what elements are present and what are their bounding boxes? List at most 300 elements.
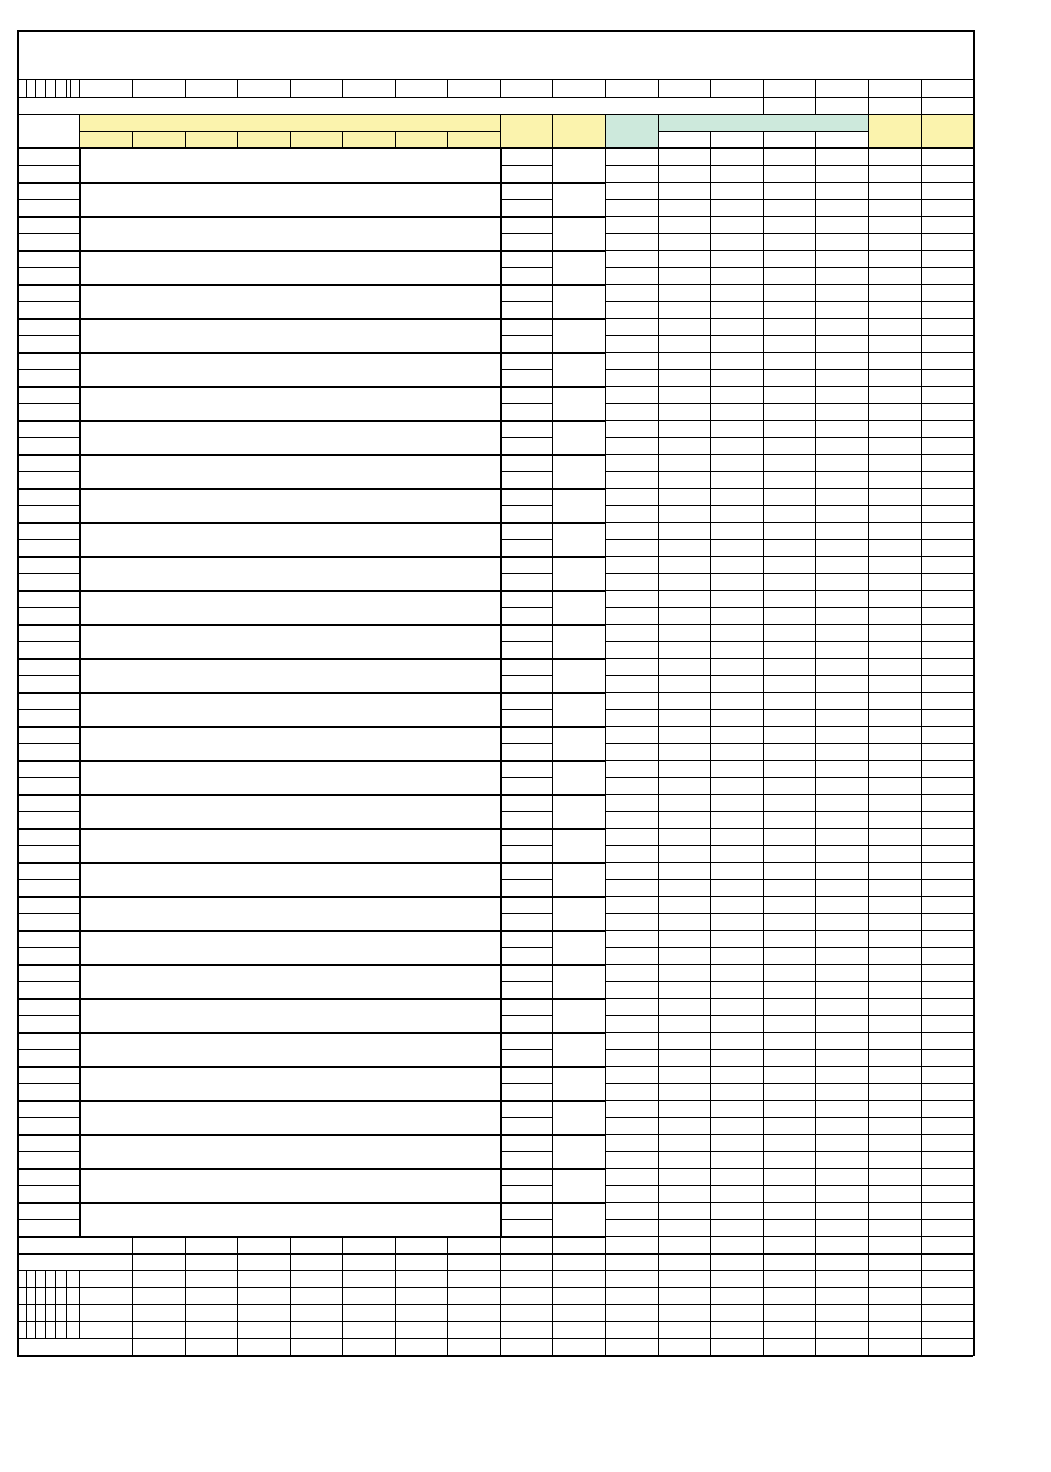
body-col-line — [763, 147, 764, 1236]
description-cell[interactable] — [80, 591, 500, 624]
row-line — [605, 1083, 973, 1084]
body-col-line — [868, 147, 869, 1236]
row-line — [500, 199, 552, 200]
block-line — [605, 182, 973, 183]
row-index-cell[interactable] — [18, 234, 79, 250]
row-line — [500, 301, 552, 302]
row-index-cell[interactable] — [18, 540, 79, 556]
row-index-cell[interactable] — [18, 1084, 79, 1100]
row-line — [605, 947, 973, 948]
header-col-line — [132, 80, 133, 97]
header-col-line — [290, 80, 291, 97]
row-index-cell[interactable] — [18, 999, 79, 1015]
checkbox-divider — [55, 1304, 56, 1321]
header-cell-green — [606, 115, 658, 147]
description-cell[interactable] — [80, 285, 500, 318]
checkbox-divider — [35, 1321, 36, 1338]
header-group-green — [659, 115, 868, 131]
row-line — [500, 573, 552, 574]
row-line — [605, 199, 973, 200]
row-index-cell[interactable] — [18, 1203, 79, 1219]
row-line — [605, 573, 973, 574]
row-index-cell[interactable] — [18, 931, 79, 947]
footer-row-line — [17, 1287, 973, 1288]
block-line — [605, 1134, 973, 1135]
row-index-cell[interactable] — [18, 489, 79, 505]
checkbox-divider — [26, 1270, 27, 1287]
row-line — [500, 539, 552, 540]
checkbox-divider — [26, 1304, 27, 1321]
header-subcell-yellow — [448, 131, 500, 147]
description-cell[interactable] — [80, 251, 500, 284]
row-index-cell[interactable] — [18, 863, 79, 879]
row-line — [500, 845, 552, 846]
row-index-cell[interactable] — [18, 523, 79, 539]
row-index-cell[interactable] — [18, 778, 79, 794]
row-index-cell[interactable] — [18, 829, 79, 845]
header-subcell-yellow — [343, 131, 395, 147]
row-line — [500, 981, 552, 982]
footer-col-line — [342, 1236, 343, 1355]
header-col-line — [763, 80, 764, 97]
description-cell[interactable] — [80, 999, 500, 1032]
body-col-line — [710, 147, 711, 1236]
row-index-cell[interactable] — [18, 948, 79, 964]
row-index-cell[interactable] — [18, 200, 79, 216]
header-subcell-yellow — [291, 131, 342, 147]
header-col-line — [921, 97, 922, 114]
row-line — [500, 879, 552, 880]
header-col-line — [815, 131, 816, 147]
row-line — [500, 641, 552, 642]
row-line — [605, 845, 973, 846]
row-index-cell[interactable] — [18, 506, 79, 522]
row-line — [605, 777, 973, 778]
row-index-cell[interactable] — [18, 642, 79, 658]
block-line — [605, 590, 973, 591]
checkbox-divider — [79, 1304, 80, 1321]
block-line — [605, 1202, 973, 1203]
row-line — [500, 913, 552, 914]
checkbox-divider — [66, 1304, 67, 1321]
row-line — [605, 981, 973, 982]
block-line — [605, 726, 973, 727]
header-col-line — [605, 114, 606, 147]
header-col-line — [290, 131, 291, 147]
description-cell[interactable] — [80, 489, 500, 522]
row-index-cell[interactable] — [18, 268, 79, 284]
header-cell-yellow — [869, 115, 921, 147]
header-col-line — [815, 80, 816, 97]
row-line — [605, 607, 973, 608]
block-line — [605, 760, 973, 761]
body-col-line — [79, 147, 81, 1236]
row-line — [605, 675, 973, 676]
footer-col-line — [763, 1236, 764, 1355]
footer-col-line — [868, 1236, 869, 1355]
row-index-cell[interactable] — [18, 880, 79, 896]
header-col-line — [763, 97, 764, 114]
row-line — [605, 437, 973, 438]
row-index-cell[interactable] — [18, 438, 79, 454]
body-col-line — [921, 147, 922, 1236]
header-col-line — [500, 80, 501, 97]
description-cell[interactable] — [80, 319, 500, 352]
block-line — [605, 216, 973, 217]
checkbox-divider — [55, 1287, 56, 1304]
header-col-line — [185, 80, 186, 97]
header-row2-line — [17, 114, 973, 115]
header-col-line — [395, 131, 396, 147]
block-line — [605, 284, 973, 285]
row-index-cell[interactable] — [18, 676, 79, 692]
header-cell-yellow — [922, 115, 973, 147]
body-col-line — [605, 147, 606, 1236]
row-index-cell[interactable] — [18, 625, 79, 641]
footer-col-line — [500, 1236, 501, 1355]
row-index-cell[interactable] — [18, 1016, 79, 1032]
row-index-cell[interactable] — [18, 319, 79, 335]
row-line — [500, 811, 552, 812]
description-cell[interactable] — [80, 1203, 500, 1236]
row-index-cell[interactable] — [18, 693, 79, 709]
header-col-line — [552, 114, 553, 147]
header-col-line — [710, 80, 711, 97]
row-line — [605, 641, 973, 642]
checkbox-divider — [26, 1287, 27, 1304]
description-cell[interactable] — [80, 761, 500, 794]
row-index-cell[interactable] — [18, 574, 79, 590]
block-line — [605, 522, 973, 523]
header-col-line — [185, 131, 186, 147]
row-index-cell[interactable] — [18, 370, 79, 386]
checkbox-divider — [55, 80, 56, 97]
header-col-line — [342, 131, 343, 147]
row-index-cell[interactable] — [18, 149, 79, 165]
description-cell[interactable] — [80, 387, 500, 420]
description-cell[interactable] — [80, 1067, 500, 1100]
row-line — [605, 1117, 973, 1118]
block-line — [605, 1236, 973, 1237]
header-subcell-yellow — [80, 131, 132, 147]
header-group-yellow — [80, 115, 500, 131]
row-index-cell[interactable] — [18, 1033, 79, 1049]
row-index-cell[interactable] — [18, 761, 79, 777]
block-line — [605, 998, 973, 999]
header-subcell-yellow — [186, 131, 237, 147]
checkbox-divider — [45, 1287, 46, 1304]
checkbox-divider — [35, 1304, 36, 1321]
row-index-cell[interactable] — [18, 812, 79, 828]
row-line — [605, 709, 973, 710]
row-index-cell[interactable] — [18, 982, 79, 998]
block-line — [605, 828, 973, 829]
row-line — [605, 1015, 973, 1016]
block-line — [605, 250, 973, 251]
footer-col-line — [447, 1236, 448, 1355]
description-cell[interactable] — [80, 897, 500, 930]
row-line — [500, 777, 552, 778]
row-line — [605, 1151, 973, 1152]
block-line — [605, 862, 973, 863]
description-cell[interactable] — [80, 1169, 500, 1202]
row-index-cell[interactable] — [18, 387, 79, 403]
row-index-cell[interactable] — [18, 1067, 79, 1083]
row-index-cell[interactable] — [18, 1152, 79, 1168]
description-cell[interactable] — [80, 727, 500, 760]
row-line — [500, 403, 552, 404]
block-line — [605, 1032, 973, 1033]
description-cell[interactable] — [80, 659, 500, 692]
checkbox-divider — [45, 1321, 46, 1338]
row-line — [500, 607, 552, 608]
row-index-cell[interactable] — [18, 166, 79, 182]
block-line — [605, 624, 973, 625]
row-line — [605, 743, 973, 744]
header-subcell-yellow — [238, 131, 290, 147]
block-line — [605, 488, 973, 489]
row-index-cell[interactable] — [18, 183, 79, 199]
header-cell-yellow — [553, 115, 605, 147]
row-line — [500, 947, 552, 948]
description-cell[interactable] — [80, 829, 500, 862]
row-line — [605, 1049, 973, 1050]
header-col-line — [447, 131, 448, 147]
row-index-cell[interactable] — [18, 336, 79, 352]
row-index-cell[interactable] — [18, 251, 79, 267]
header-cell-yellow — [501, 115, 552, 147]
checkbox-divider — [55, 1270, 56, 1287]
row-index-cell[interactable] — [18, 1050, 79, 1066]
footer-col-line — [185, 1236, 186, 1355]
footer-row-line — [17, 1253, 973, 1255]
description-cell[interactable] — [80, 149, 500, 182]
description-cell[interactable] — [80, 183, 500, 216]
footer-col-line — [658, 1236, 659, 1355]
checkbox-divider — [45, 1304, 46, 1321]
row-index-cell[interactable] — [18, 472, 79, 488]
header-col-line — [710, 131, 711, 147]
row-index-cell[interactable] — [18, 965, 79, 981]
description-cell[interactable] — [80, 557, 500, 590]
block-line — [605, 1100, 973, 1101]
body-col-line — [500, 147, 502, 1236]
description-cell[interactable] — [80, 523, 500, 556]
checkbox-divider — [35, 80, 36, 97]
row-index-cell[interactable] — [18, 795, 79, 811]
header-col-line — [921, 80, 922, 97]
row-index-cell[interactable] — [18, 1135, 79, 1151]
row-index-cell[interactable] — [18, 353, 79, 369]
footer-col-line — [132, 1236, 133, 1355]
row-index-cell[interactable] — [18, 744, 79, 760]
row-line — [500, 505, 552, 506]
checkbox-divider — [35, 1270, 36, 1287]
checkbox-divider — [55, 1321, 56, 1338]
checkbox-divider — [79, 1270, 80, 1287]
checkbox-divider — [26, 1321, 27, 1338]
block-line — [605, 318, 973, 319]
footer-col-line — [605, 1236, 606, 1355]
row-line — [605, 879, 973, 880]
row-index-cell[interactable] — [18, 1118, 79, 1134]
row-line — [500, 471, 552, 472]
row-index-cell[interactable] — [18, 1186, 79, 1202]
description-cell[interactable] — [80, 353, 500, 386]
row-index-cell[interactable] — [18, 608, 79, 624]
row-line — [500, 267, 552, 268]
row-line — [605, 913, 973, 914]
row-line — [500, 233, 552, 234]
footer-row-line — [17, 1321, 973, 1322]
row-index-cell[interactable] — [18, 591, 79, 607]
checkbox-divider — [35, 1287, 36, 1304]
row-index-cell[interactable] — [18, 1101, 79, 1117]
row-line — [605, 165, 973, 166]
header-row1-line — [17, 97, 973, 98]
header-col-line — [552, 80, 553, 97]
row-index-cell[interactable] — [18, 1169, 79, 1185]
row-line — [605, 505, 973, 506]
header-col-line — [815, 97, 816, 114]
body-col-line — [815, 147, 816, 1236]
block-line — [605, 930, 973, 931]
row-line — [605, 369, 973, 370]
checkbox-divider — [66, 1287, 67, 1304]
row-index-cell[interactable] — [18, 897, 79, 913]
row-line — [500, 437, 552, 438]
block-line — [605, 794, 973, 795]
row-line — [500, 1219, 552, 1220]
checkbox-divider — [45, 1270, 46, 1287]
header-col-line — [658, 114, 659, 147]
row-line — [605, 301, 973, 302]
row-line — [605, 267, 973, 268]
row-index-cell[interactable] — [18, 1220, 79, 1236]
checkbox-divider — [70, 80, 71, 97]
header-col-line — [921, 114, 922, 147]
block-line — [605, 454, 973, 455]
row-index-cell[interactable] — [18, 421, 79, 437]
row-line — [500, 335, 552, 336]
block-line — [605, 352, 973, 353]
footer-col-line — [552, 1236, 553, 1355]
row-line — [605, 471, 973, 472]
footer-col-line — [395, 1236, 396, 1355]
row-line — [605, 233, 973, 234]
checkbox-divider — [79, 1287, 80, 1304]
header-col-line — [658, 80, 659, 97]
header-col-line — [342, 80, 343, 97]
footer-col-line — [815, 1236, 816, 1355]
row-line — [500, 1185, 552, 1186]
header-col-line — [237, 80, 238, 97]
footer-col-line — [710, 1236, 711, 1355]
checkbox-divider — [66, 1321, 67, 1338]
footer-row-line — [17, 1270, 973, 1271]
header-col-line — [763, 131, 764, 147]
row-line — [605, 539, 973, 540]
row-line — [605, 335, 973, 336]
row-line — [500, 1083, 552, 1084]
row-index-cell[interactable] — [18, 404, 79, 420]
row-index-cell[interactable] — [18, 302, 79, 318]
header-col-line — [868, 80, 869, 97]
row-index-cell[interactable] — [18, 727, 79, 743]
row-line — [605, 1219, 973, 1220]
block-line — [605, 1168, 973, 1169]
row-line — [500, 1049, 552, 1050]
description-cell[interactable] — [80, 455, 500, 488]
description-cell[interactable] — [80, 965, 500, 998]
description-cell[interactable] — [80, 863, 500, 896]
frame-right — [973, 30, 975, 1356]
footer-col-line — [290, 1236, 291, 1355]
row-line — [500, 675, 552, 676]
block-line — [605, 556, 973, 557]
description-cell[interactable] — [80, 795, 500, 828]
header-col-line — [868, 97, 869, 114]
description-cell[interactable] — [80, 217, 500, 250]
frame-top — [17, 30, 973, 32]
footer-col-line — [237, 1236, 238, 1355]
description-cell[interactable] — [80, 625, 500, 658]
header-subcell-yellow — [133, 131, 185, 147]
row-index-cell[interactable] — [18, 914, 79, 930]
checkbox-divider — [66, 1270, 67, 1287]
title-bottom-line — [17, 79, 973, 80]
row-line — [605, 403, 973, 404]
description-cell[interactable] — [80, 1135, 500, 1168]
row-index-cell[interactable] — [18, 455, 79, 471]
row-line — [500, 165, 552, 166]
footer-col-line — [921, 1236, 922, 1355]
header-col-line — [79, 80, 80, 97]
description-cell[interactable] — [80, 1101, 500, 1134]
body-col-line — [552, 147, 553, 1236]
header-subcell-yellow — [396, 131, 447, 147]
block-line — [17, 1236, 605, 1238]
row-index-cell[interactable] — [18, 285, 79, 301]
checkbox-divider — [79, 1321, 80, 1338]
row-index-cell[interactable] — [18, 557, 79, 573]
row-line — [500, 743, 552, 744]
description-cell[interactable] — [80, 931, 500, 964]
row-index-cell[interactable] — [18, 659, 79, 675]
row-index-cell[interactable] — [18, 710, 79, 726]
row-line — [500, 1117, 552, 1118]
description-cell[interactable] — [80, 421, 500, 454]
row-line — [500, 1015, 552, 1016]
footer-row-line — [17, 1355, 973, 1356]
description-cell[interactable] — [80, 1033, 500, 1066]
header-col-line — [500, 114, 501, 147]
header-col-line — [132, 131, 133, 147]
description-cell[interactable] — [80, 693, 500, 726]
header-col-line — [868, 114, 869, 147]
header-col-line — [447, 80, 448, 97]
block-line — [605, 692, 973, 693]
row-line — [500, 1151, 552, 1152]
row-index-cell[interactable] — [18, 217, 79, 233]
block-line — [605, 658, 973, 659]
block-line — [605, 420, 973, 421]
row-line — [500, 709, 552, 710]
checkbox-divider — [45, 80, 46, 97]
block-line — [605, 964, 973, 965]
row-index-cell[interactable] — [18, 846, 79, 862]
block-line — [605, 386, 973, 387]
